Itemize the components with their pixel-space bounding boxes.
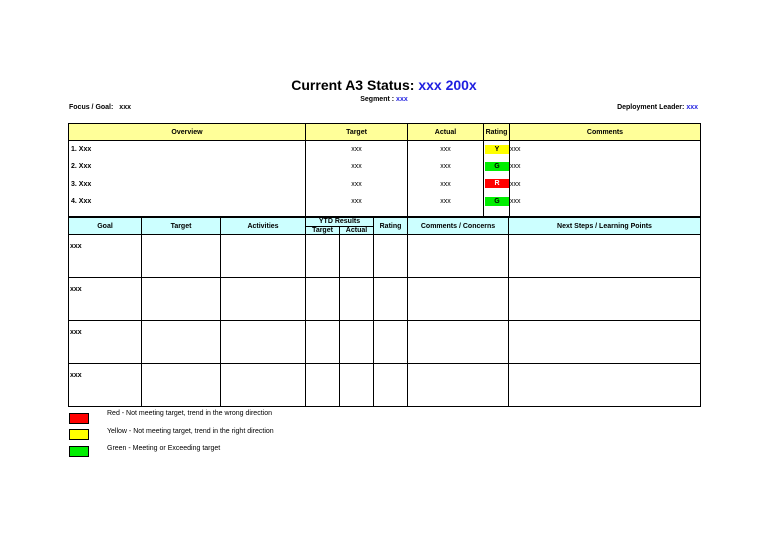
segment-label: Segment :: [360, 96, 397, 103]
actual-value: xxx: [440, 146, 451, 153]
segment-value: xxx: [396, 96, 408, 103]
goal-label: xxx: [70, 243, 82, 250]
goal-cell[interactable]: [69, 235, 142, 278]
rating-badge: R: [485, 179, 509, 188]
target-value: xxx: [351, 180, 362, 188]
title-prefix: Current A3 Status:: [291, 77, 419, 93]
next-steps-cell[interactable]: [509, 235, 701, 278]
ytd-target-cell[interactable]: [306, 278, 340, 321]
ytd-target-cell[interactable]: [306, 321, 340, 364]
comment-value: xxx: [510, 146, 521, 153]
col-goal: Goal: [69, 218, 142, 235]
activities-cell[interactable]: [221, 364, 306, 407]
col-next-steps: Next Steps / Learning Points: [509, 218, 701, 235]
col-actual: Actual: [408, 124, 484, 141]
list-item: 2. Xxx: [71, 163, 92, 171]
rating-badge: Y: [485, 145, 509, 154]
goals-header-row: [69, 218, 701, 227]
goal-cell[interactable]: [69, 278, 142, 321]
page-title: [0, 77, 768, 93]
legend-swatch-green: [69, 446, 89, 457]
col-overview: Overview: [69, 124, 306, 141]
table-row: [69, 278, 701, 321]
col-target: Target: [142, 218, 221, 235]
ytd-target-cell[interactable]: [306, 235, 340, 278]
overview-body-row: [69, 141, 701, 217]
deployment-value: xxx: [686, 104, 698, 111]
col-rating: Rating: [484, 124, 510, 141]
comments-cell[interactable]: [408, 278, 509, 321]
rating-cell[interactable]: [374, 364, 408, 407]
target-value: xxx: [351, 146, 362, 153]
legend-text-red: Red - Not meeting target, trend in the wrong direction: [107, 410, 272, 417]
goal-cell[interactable]: [69, 321, 142, 364]
table-row: [69, 235, 701, 278]
rating-badge: G: [485, 162, 509, 171]
comments-cell[interactable]: [408, 235, 509, 278]
goal-cell[interactable]: [69, 364, 142, 407]
target-value: xxx: [351, 163, 362, 171]
col-rating: Rating: [374, 218, 408, 235]
col-activities: Activities: [221, 218, 306, 235]
overview-comments: [510, 141, 701, 217]
ytd-actual-cell[interactable]: [340, 235, 374, 278]
overview-actuals: [408, 141, 484, 217]
actual-value: xxx: [440, 180, 451, 188]
legend-swatch-red: [69, 413, 89, 424]
rating-cell[interactable]: [374, 235, 408, 278]
next-steps-cell[interactable]: [509, 321, 701, 364]
legend-text-yellow: Yellow - Not meeting target, trend in the right direction: [107, 428, 274, 435]
activities-cell[interactable]: [221, 321, 306, 364]
comments-cell[interactable]: [408, 364, 509, 407]
deployment-label: Deployment Leader:: [617, 104, 685, 111]
goal-label: xxx: [70, 372, 82, 379]
overview-table: [68, 123, 701, 217]
deployment-leader: [617, 104, 698, 111]
target-cell[interactable]: [142, 278, 221, 321]
goals-table: [68, 217, 701, 407]
list-item: 4. Xxx: [71, 197, 92, 205]
col-comments-concerns: Comments / Concerns: [408, 218, 509, 235]
goal-label: xxx: [70, 329, 82, 336]
target-value: xxx: [351, 197, 362, 205]
rating-cell[interactable]: [374, 321, 408, 364]
focus-label: Focus / Goal:: [69, 104, 114, 111]
goal-label: xxx: [70, 286, 82, 293]
legend-swatch-yellow: [69, 429, 89, 440]
col-comments: Comments: [510, 124, 701, 141]
comment-value: xxx: [510, 163, 521, 171]
target-cell[interactable]: [142, 364, 221, 407]
table-row: [69, 364, 701, 407]
actual-value: xxx: [440, 163, 451, 171]
col-target: Target: [306, 124, 408, 141]
rating-cell[interactable]: [374, 278, 408, 321]
focus-goal: [69, 104, 131, 111]
col-ytd-results: YTD Results: [306, 218, 374, 227]
overview-ratings: [484, 141, 510, 217]
focus-value: xxx: [119, 104, 131, 111]
overview-header-row: [69, 124, 701, 141]
ytd-actual-cell[interactable]: [340, 321, 374, 364]
ytd-actual-cell[interactable]: [340, 364, 374, 407]
activities-cell[interactable]: [221, 278, 306, 321]
table-row: [69, 321, 701, 364]
list-item: 3. Xxx: [71, 180, 92, 188]
overview-labels: [69, 141, 306, 217]
title-value: xxx 200x: [418, 77, 477, 93]
next-steps-cell[interactable]: [509, 364, 701, 407]
actual-value: xxx: [440, 197, 451, 205]
col-ytd-target: Target: [306, 227, 340, 235]
list-item: 1. Xxx: [71, 146, 92, 153]
comment-value: xxx: [510, 197, 521, 205]
target-cell[interactable]: [142, 321, 221, 364]
activities-cell[interactable]: [221, 235, 306, 278]
target-cell[interactable]: [142, 235, 221, 278]
next-steps-cell[interactable]: [509, 278, 701, 321]
segment-line: [0, 96, 768, 103]
ytd-target-cell[interactable]: [306, 364, 340, 407]
col-ytd-actual: Actual: [340, 227, 374, 235]
legend-text-green: Green - Meeting or Exceeding target: [107, 445, 221, 452]
comment-value: xxx: [510, 180, 521, 188]
rating-badge: G: [485, 197, 509, 206]
ytd-actual-cell[interactable]: [340, 278, 374, 321]
comments-cell[interactable]: [408, 321, 509, 364]
overview-targets: [306, 141, 408, 217]
